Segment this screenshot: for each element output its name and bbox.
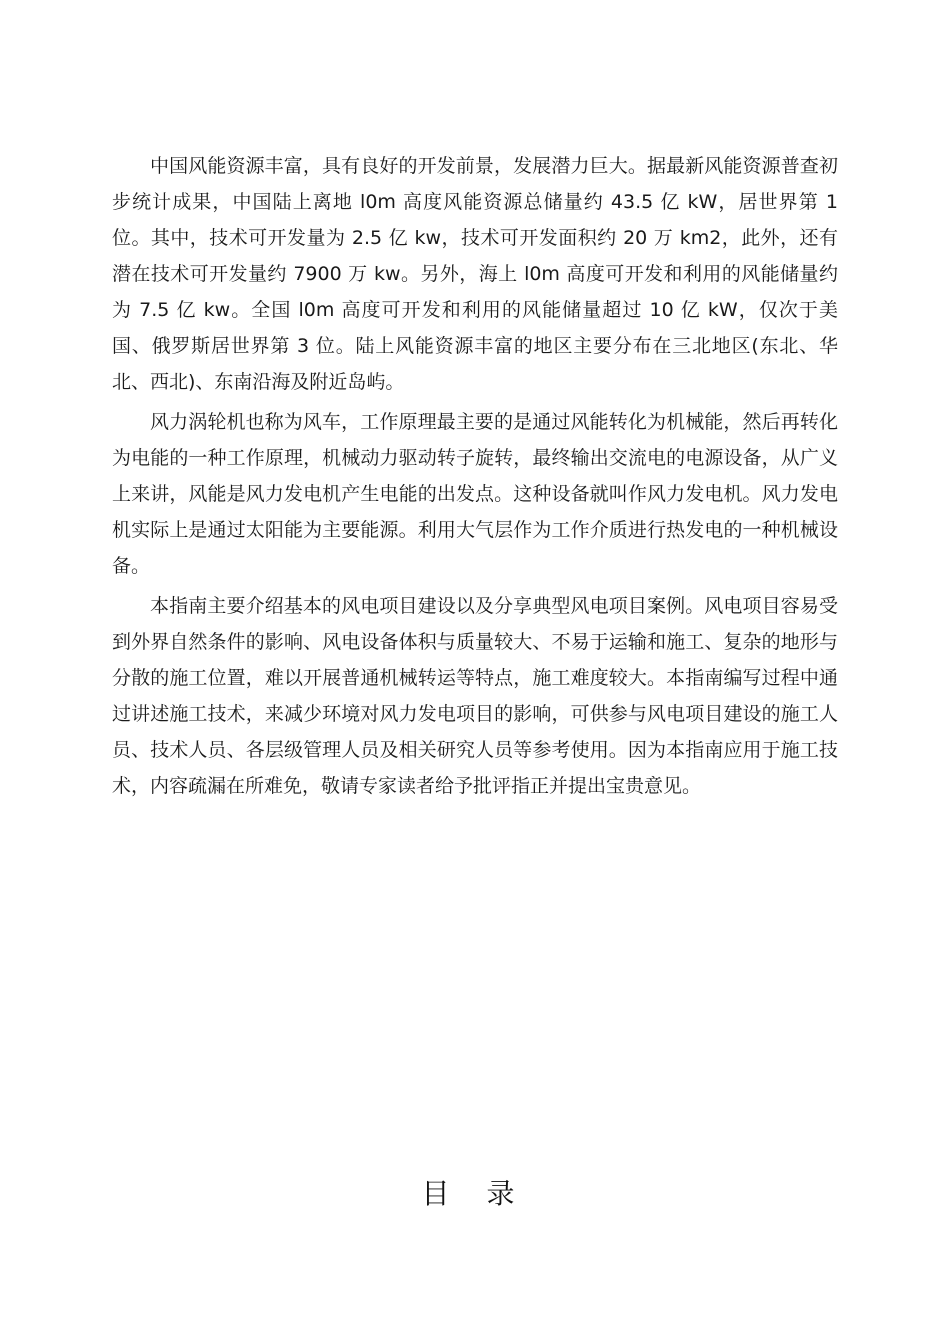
table-of-contents-heading: 目 录	[421, 1177, 529, 1210]
paragraph-wind-resources: 中国风能资源丰富，具有良好的开发前景，发展潜力巨大。据最新风能资源普查初步统计成果，中国陆上离地 l0m 高度风能资源总储量约 43.5 亿 kW，居世界第 1 位。其中，技术可开发量为 2.5 亿 kw，技术可开发面积约 20 万 km2，此外，还有潜在技术可开发量约 7900 万 kw。另外，海上 l0m 高度可开发和利用的风能储量约为 7.5 亿 kw。全国 l0m 高度可开发和利用的风能储量超过 10 亿 kW，仅次于美国、俄罗斯居世界第 3 位。陆上风能资源丰富的地区主要分布在三北地区(东北、华北、西北)、东南沿海及附近岛屿。	[112, 155, 838, 393]
paragraph-guide-introduction: 本指南主要介绍基本的风电项目建设以及分享典型风电项目案例。风电项目容易受到外界自然条件的影响、风电设备体积与质量较大、不易于运输和施工、复杂的地形与分散的施工位置，难以开展普通机械转运等特点，施工难度较大。本指南编写过程中通过讲述施工技术，来减少环境对风力发电项目的影响，可供参与风电项目建设的施工人员、技术人员、各层级管理人员及相关研究人员等参考使用。因为本指南应用于施工技术，内容疏漏在所难免，敬请专家读者给予批评指正并提出宝贵意见。	[112, 595, 838, 797]
paragraph-wind-turbine: 风力涡轮机也称为风车，工作原理最主要的是通过风能转化为机械能，然后再转化为电能的一种工作原理，机械动力驱动转子旋转，最终输出交流电的电源设备，从广义上来讲，风能是风力发电机产生电能的出发点。这种设备就叫作风力发电机。风力发电机实际上是通过太阳能为主要能源。利用大气层作为工作介质进行热发电的一种机械设备。	[112, 411, 838, 577]
